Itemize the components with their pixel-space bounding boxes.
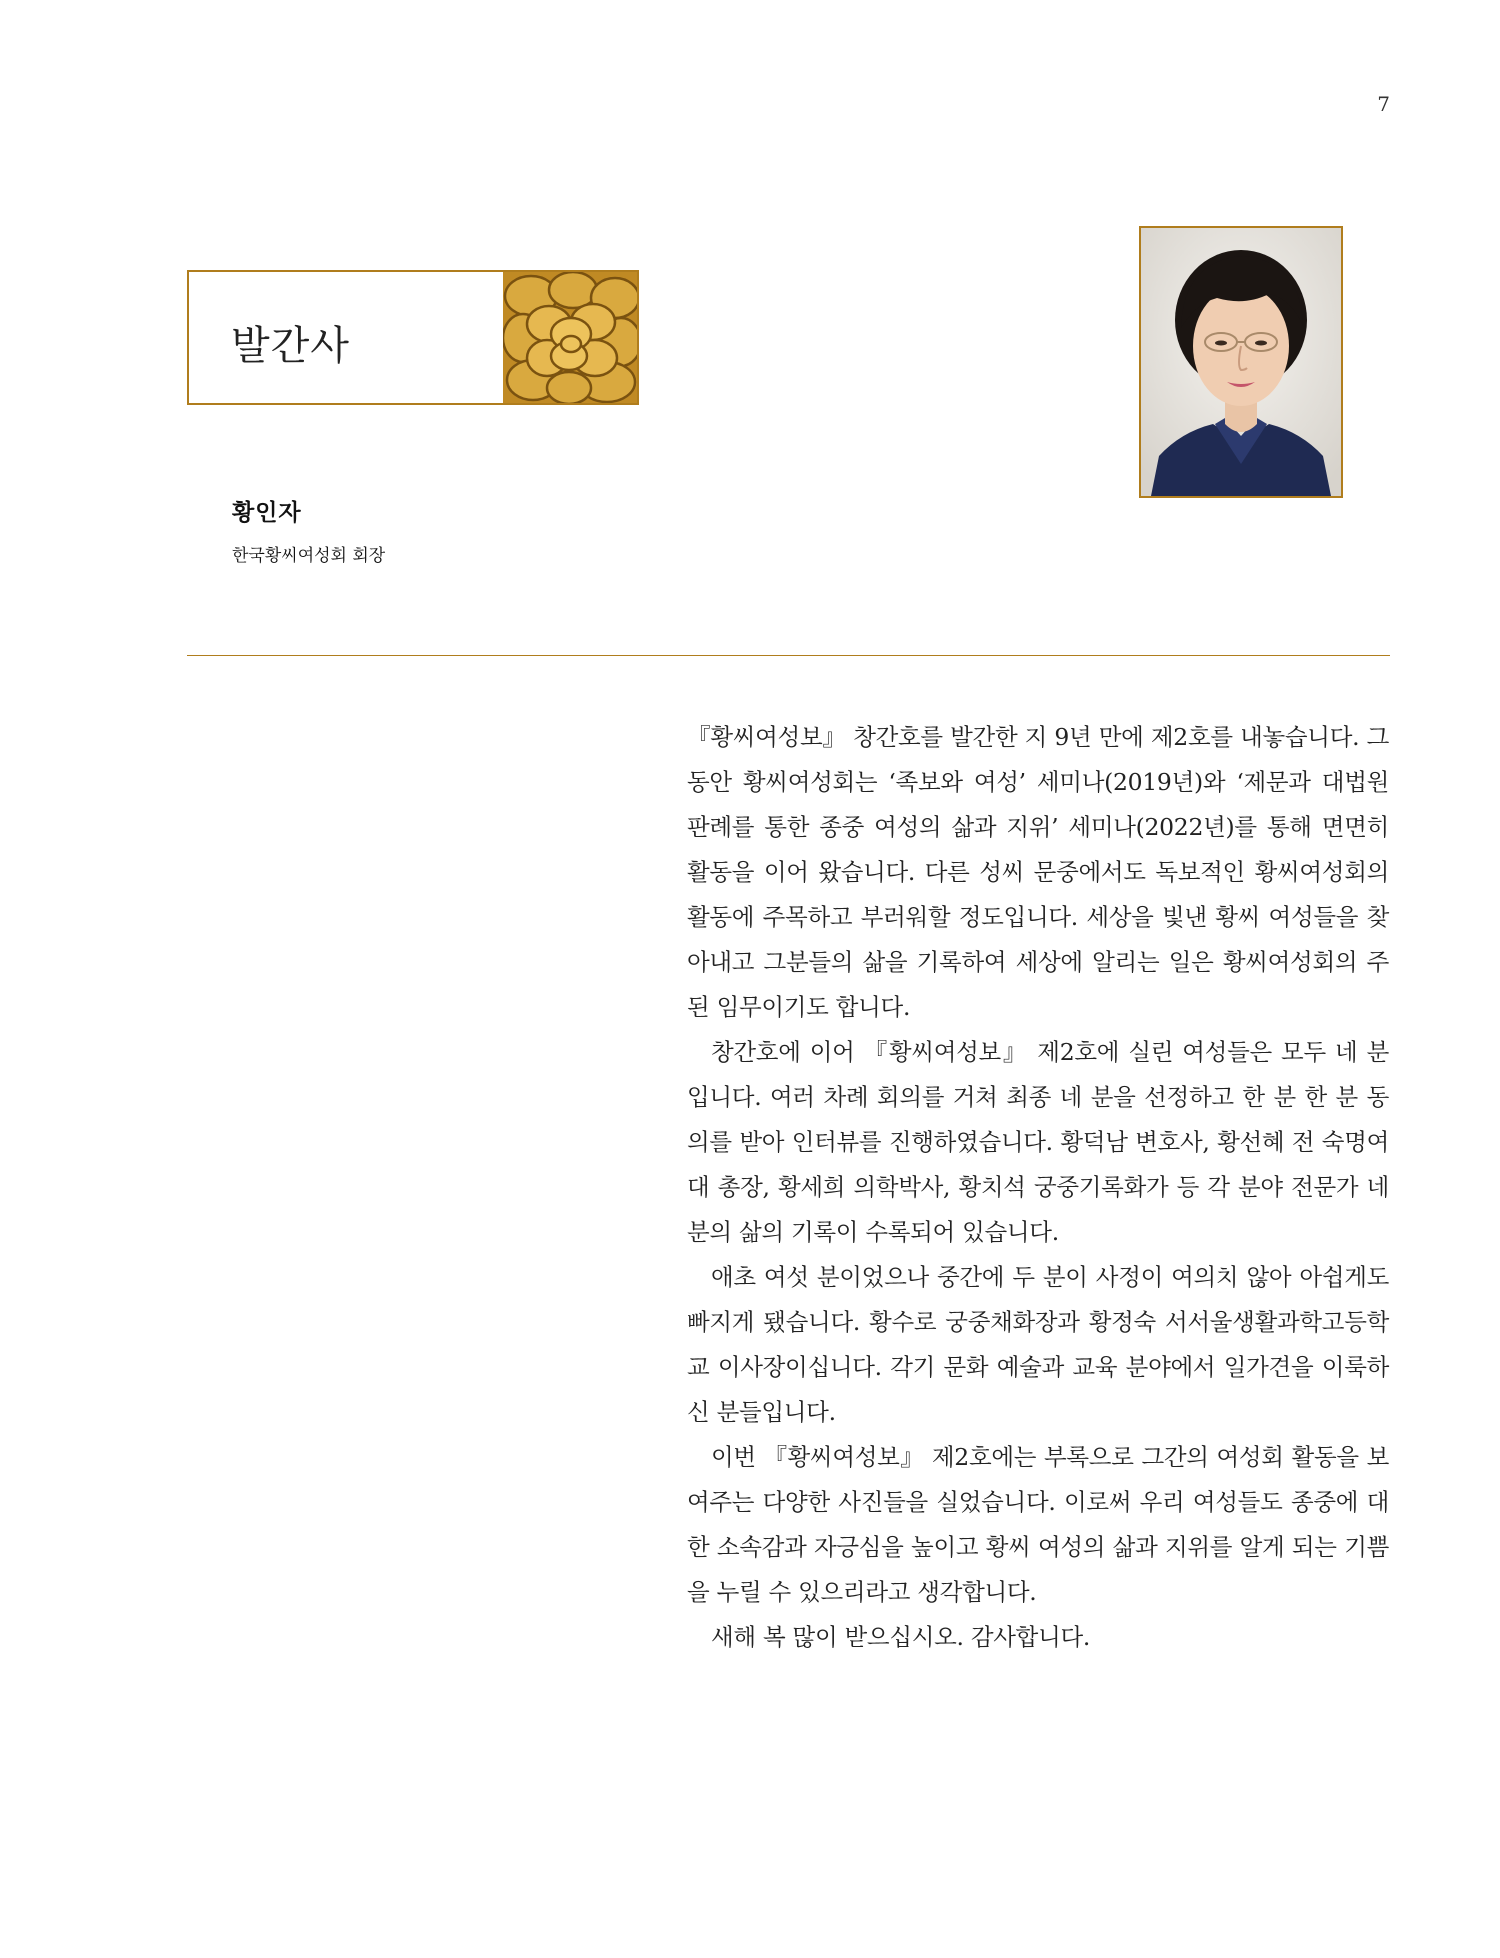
paragraph: 새해 복 많이 받으십시오. 감사합니다. xyxy=(711,1623,1091,1651)
page-title: 발간사 xyxy=(231,323,350,369)
author-name: 황인자 xyxy=(232,500,302,526)
peony-icon xyxy=(503,272,637,403)
paragraph: 『황씨여성보』 창간호를 발간한 지 9년 만에 제2호를 내놓습니다. 그동안 황씨여성회는 ‘족보와 여성’ 세미나(2019년)와 ‘제문과 대법원 판례를 통한 종중 여성의 삶과 지위’ 세미나(2022년)를 통해 면면히 활동을 이어 왔습니다. 다른 성씨 문중에서도 독보적인 황씨여성회의 활동에 주목하고 부러워할 정도입니다. 세상을 빛낸 황씨 여성들을 찾아내고 그분들의 삶을 기록하여 세상에 알리는 일은 황씨여성회의 주된 임무이기도 합니다. xyxy=(687,723,1389,1021)
paragraph: 이번 『황씨여성보』 제2호에는 부록으로 그간의 여성회 활동을 보여주는 다양한 사진들을 실었습니다. 이로써 우리 여성들도 종중에 대한 소속감과 자긍심을 높이고 황씨 여성의 삶과 지위를 알게 되는 기쁨을 누릴 수 있으리라고 생각합니다. xyxy=(687,1443,1389,1606)
paragraph: 창간호에 이어 『황씨여성보』 제2호에 실린 여성들은 모두 네 분입니다. 여러 차례 회의를 거쳐 최종 네 분을 선정하고 한 분 한 분 동의를 받아 인터뷰를 진행하였습니다. 황덕남 변호사, 황선혜 전 숙명여대 총장, 황세희 의학박사, 황치석 궁중기록화가 등 각 분야 전문가 네 분의 삶의 기록이 수록되어 있습니다. xyxy=(687,1038,1389,1246)
page-number: 7 xyxy=(1377,92,1390,116)
paragraph: 애초 여섯 분이었으나 중간에 두 분이 사정이 여의치 않아 아쉽게도 빠지게 됐습니다. 황수로 궁중채화장과 황정숙 서서울생활과학고등학교 이사장이십니다. 각기 문화 예술과 교육 분야에서 일가견을 이룩하신 분들입니다. xyxy=(687,1263,1389,1426)
section-divider xyxy=(187,655,1390,656)
body-text xyxy=(687,715,1389,1660)
title-box xyxy=(187,270,639,405)
author-role: 한국황씨여성회 회장 xyxy=(232,546,386,566)
author-photo xyxy=(1139,226,1343,498)
